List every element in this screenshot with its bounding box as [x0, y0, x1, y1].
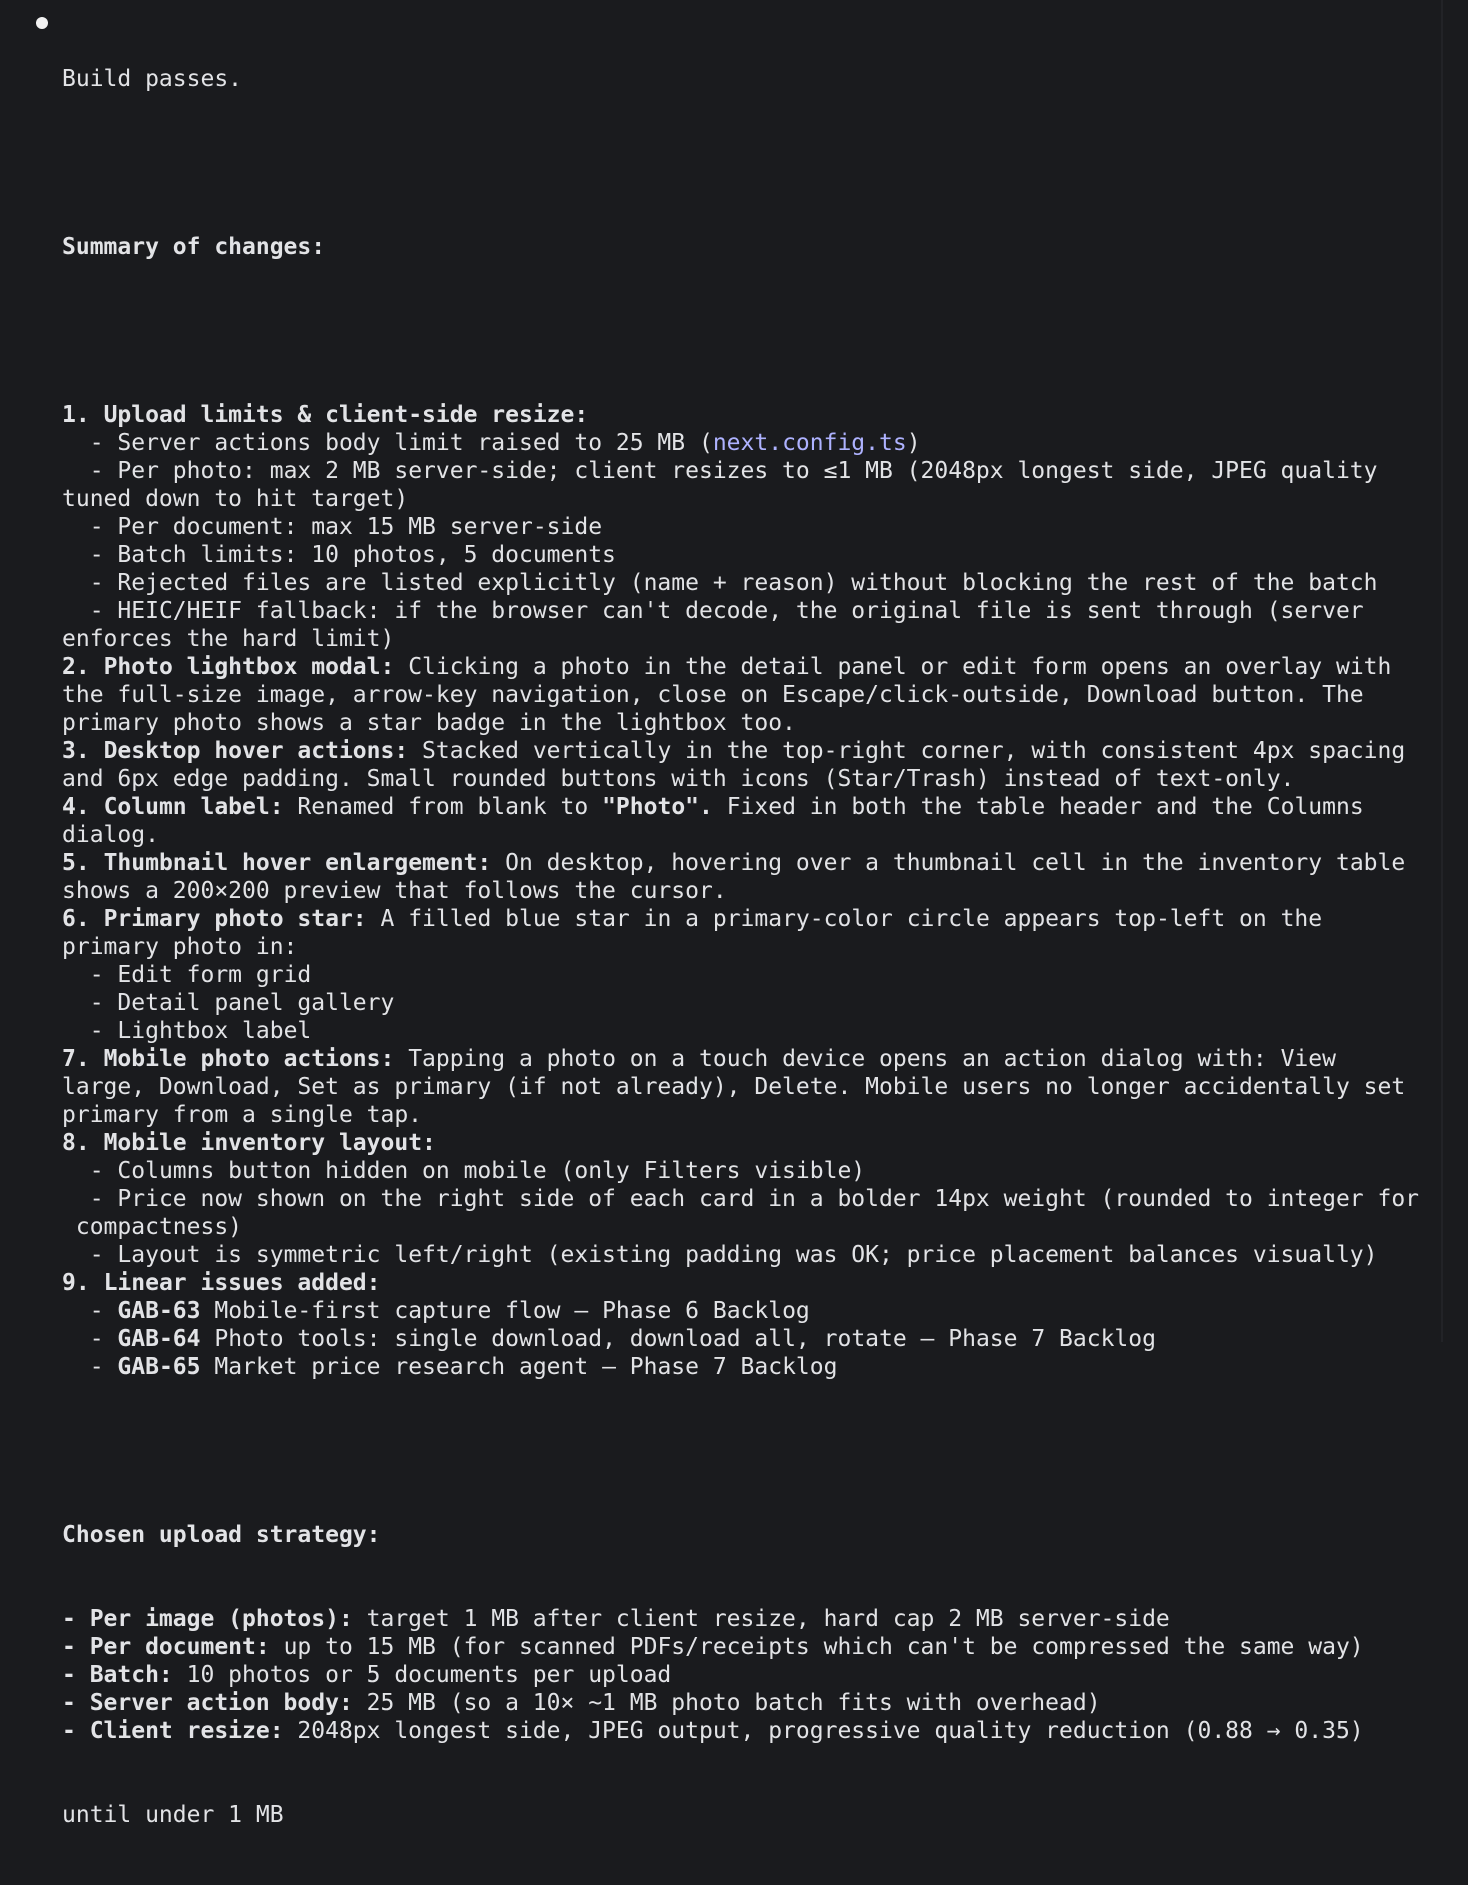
detail-text: -	[62, 1326, 118, 1352]
strategy-text: up to 15 MB (for scanned PDFs/receipts which can't be compressed the same way)	[269, 1634, 1364, 1660]
item-text: On desktop, hovering over a thumbnail cell in the inventory table	[491, 850, 1406, 876]
detail-text: - Layout is symmetric left/right (existing padding was OK; price placement balances visually)	[62, 1242, 1378, 1268]
item-title: Thumbnail hover enlargement:	[103, 850, 492, 876]
strategy-label: - Server action body:	[62, 1690, 353, 1716]
detail-text: - Rejected files are listed explicitly (name + reason) without blocking the rest of the batch	[62, 570, 1378, 596]
item-detail-line	[62, 569, 1447, 597]
item-detail-line	[62, 709, 1447, 737]
item-detail-line	[62, 1017, 1447, 1045]
strategy-label: - Client resize:	[62, 1718, 284, 1744]
item-title: Mobile photo actions:	[103, 1046, 395, 1072]
detail-text: - Batch limits: 10 photos, 5 documents	[62, 542, 616, 568]
detail-text: primary photo shows a star badge in the lightbox too.	[62, 710, 796, 736]
item-detail-line	[62, 961, 1447, 989]
summary-item	[62, 1045, 1447, 1073]
item-detail-line	[62, 765, 1447, 793]
detail-text: -	[62, 1298, 118, 1324]
summary-item	[62, 1129, 1447, 1157]
detail-text: shows a 200×200 preview that follows the cursor.	[62, 878, 727, 904]
issue-id: GAB-63	[117, 1298, 201, 1324]
strategy-text: 2048px longest side, JPEG output, progressive quality reduction (0.88 → 0.35)	[283, 1718, 1364, 1744]
strategy-text: target 1 MB after client resize, hard cap 2 MB server-side	[352, 1606, 1170, 1632]
detail-text: - Per document: max 15 MB server-side	[62, 514, 603, 540]
item-title: Primary photo star:	[103, 906, 367, 932]
item-title: Upload limits & client-side resize:	[103, 402, 589, 428]
detail-text: large, Download, Set as primary (if not already), Delete. Mobile users no longer accidentally set	[62, 1074, 1406, 1100]
item-number: 4.	[62, 794, 90, 820]
detail-text: and 6px edge padding. Small rounded buttons with icons (Star/Trash) instead of text-only.	[62, 766, 1295, 792]
item-detail-line	[62, 485, 1447, 513]
item-text-after: Fixed in both the table header and the Columns	[712, 794, 1364, 820]
detail-text: the full-size image, arrow-key navigation, close on Escape/click-outside, Download button. The	[62, 682, 1364, 708]
item-text: A filled blue star in a primary-color circle appears top-left on the	[366, 906, 1323, 932]
item-detail-line	[62, 877, 1447, 905]
issue-id: GAB-64	[117, 1326, 201, 1352]
item-detail-line	[62, 1213, 1447, 1241]
detail-text: compactness)	[62, 1214, 243, 1240]
strategy-item	[62, 1661, 1447, 1689]
item-title: Linear issues added:	[103, 1270, 381, 1296]
strategy-label: - Per document:	[62, 1634, 270, 1660]
summary-item	[62, 849, 1447, 877]
item-title: Column label:	[103, 794, 284, 820]
item-detail-line	[62, 1185, 1447, 1213]
item-detail-line	[62, 1101, 1447, 1129]
item-bold-inline: "Photo".	[602, 794, 713, 820]
item-number: 1.	[62, 402, 90, 428]
detail-text: primary from a single tap.	[62, 1102, 423, 1128]
detail-text: primary photo in:	[62, 934, 298, 960]
item-title: Desktop hover actions:	[103, 738, 409, 764]
item-detail-line	[62, 1157, 1447, 1185]
item-detail-line	[62, 1297, 1447, 1325]
summary-item	[62, 737, 1447, 765]
item-detail-line	[62, 821, 1447, 849]
summary-item	[62, 401, 1447, 429]
item-text: Clicking a photo in the detail panel or edit form opens an overlay with	[394, 654, 1392, 680]
status-bullet-icon	[36, 17, 48, 29]
summary-heading: Summary of changes:	[62, 234, 326, 260]
detail-text-after: Market price research agent — Phase 7 Backlog	[200, 1354, 838, 1380]
detail-text: - HEIC/HEIF fallback: if the browser can't decode, the original file is sent through (server	[62, 598, 1364, 624]
summary-item	[62, 653, 1447, 681]
issue-id: GAB-65	[117, 1354, 201, 1380]
strategy-item	[62, 1689, 1447, 1717]
summary-item	[62, 1269, 1447, 1297]
item-detail-line	[62, 625, 1447, 653]
strategy-label: - Batch:	[62, 1662, 173, 1688]
summary-item	[62, 905, 1447, 933]
detail-text: - Price now shown on the right side of each card in a bolder 14px weight (rounded to integer for	[62, 1186, 1420, 1212]
item-number: 3.	[62, 738, 90, 764]
detail-text: -	[62, 1354, 118, 1380]
strategy-text: 25 MB (so a 10× ~1 MB photo batch fits with overhead)	[352, 1690, 1101, 1716]
strategy-heading: Chosen upload strategy:	[62, 1522, 381, 1548]
detail-text: - Lightbox label	[62, 1018, 312, 1044]
detail-text-after: Photo tools: single download, download all, rotate — Phase 7 Backlog	[200, 1326, 1156, 1352]
status-line: Build passes.	[62, 66, 243, 92]
item-detail-line	[62, 681, 1447, 709]
item-detail-line	[62, 429, 1447, 457]
strategy-item	[62, 1633, 1447, 1661]
detail-text-after: )	[906, 430, 921, 456]
strategy-item	[62, 1717, 1447, 1745]
detail-text: - Server actions body limit raised to 25 MB (	[62, 430, 713, 456]
item-number: 6.	[62, 906, 90, 932]
item-detail-line	[62, 933, 1447, 961]
file-link[interactable]: next.config.ts	[712, 430, 907, 456]
item-text: Stacked vertically in the top-right corner, with consistent 4px spacing	[408, 738, 1406, 764]
item-detail-line	[62, 597, 1447, 625]
item-detail-line	[62, 1241, 1447, 1269]
item-text: Renamed from blank to	[283, 794, 603, 820]
strategy-item	[62, 1605, 1447, 1633]
item-detail-line	[62, 1353, 1447, 1381]
detail-text: tuned down to hit target)	[62, 486, 409, 512]
item-number: 7.	[62, 1046, 90, 1072]
detail-text-after: Mobile-first capture flow — Phase 6 Backlog	[200, 1298, 810, 1324]
detail-text: - Per photo: max 2 MB server-side; client resizes to ≤1 MB (2048px longest side, JPEG quality	[62, 458, 1378, 484]
detail-text: enforces the hard limit)	[62, 626, 395, 652]
item-detail-line	[62, 1325, 1447, 1353]
item-number: 8.	[62, 1130, 90, 1156]
strategy-list	[62, 1605, 1447, 1745]
item-detail-line	[62, 457, 1447, 485]
strategy-tail: until under 1 MB	[62, 1802, 284, 1828]
detail-text: - Detail panel gallery	[62, 990, 395, 1016]
summary-list	[62, 401, 1447, 1381]
item-title: Mobile inventory layout:	[103, 1130, 436, 1156]
item-number: 5.	[62, 850, 90, 876]
detail-text: - Edit form grid	[62, 962, 312, 988]
item-title: Photo lightbox modal:	[103, 654, 395, 680]
strategy-text: 10 photos or 5 documents per upload	[172, 1662, 672, 1688]
strategy-label: - Per image (photos):	[62, 1606, 353, 1632]
detail-text: - Columns button hidden on mobile (only Filters visible)	[62, 1158, 866, 1184]
summary-item	[62, 793, 1447, 821]
item-number: 9.	[62, 1270, 90, 1296]
item-number: 2.	[62, 654, 90, 680]
message-content	[62, 9, 1447, 1885]
item-detail-line	[62, 989, 1447, 1017]
item-text: Tapping a photo on a touch device opens an action dialog with: View	[394, 1046, 1336, 1072]
detail-text: dialog.	[62, 822, 159, 848]
item-detail-line	[62, 1073, 1447, 1101]
item-detail-line	[62, 513, 1447, 541]
item-detail-line	[62, 541, 1447, 569]
